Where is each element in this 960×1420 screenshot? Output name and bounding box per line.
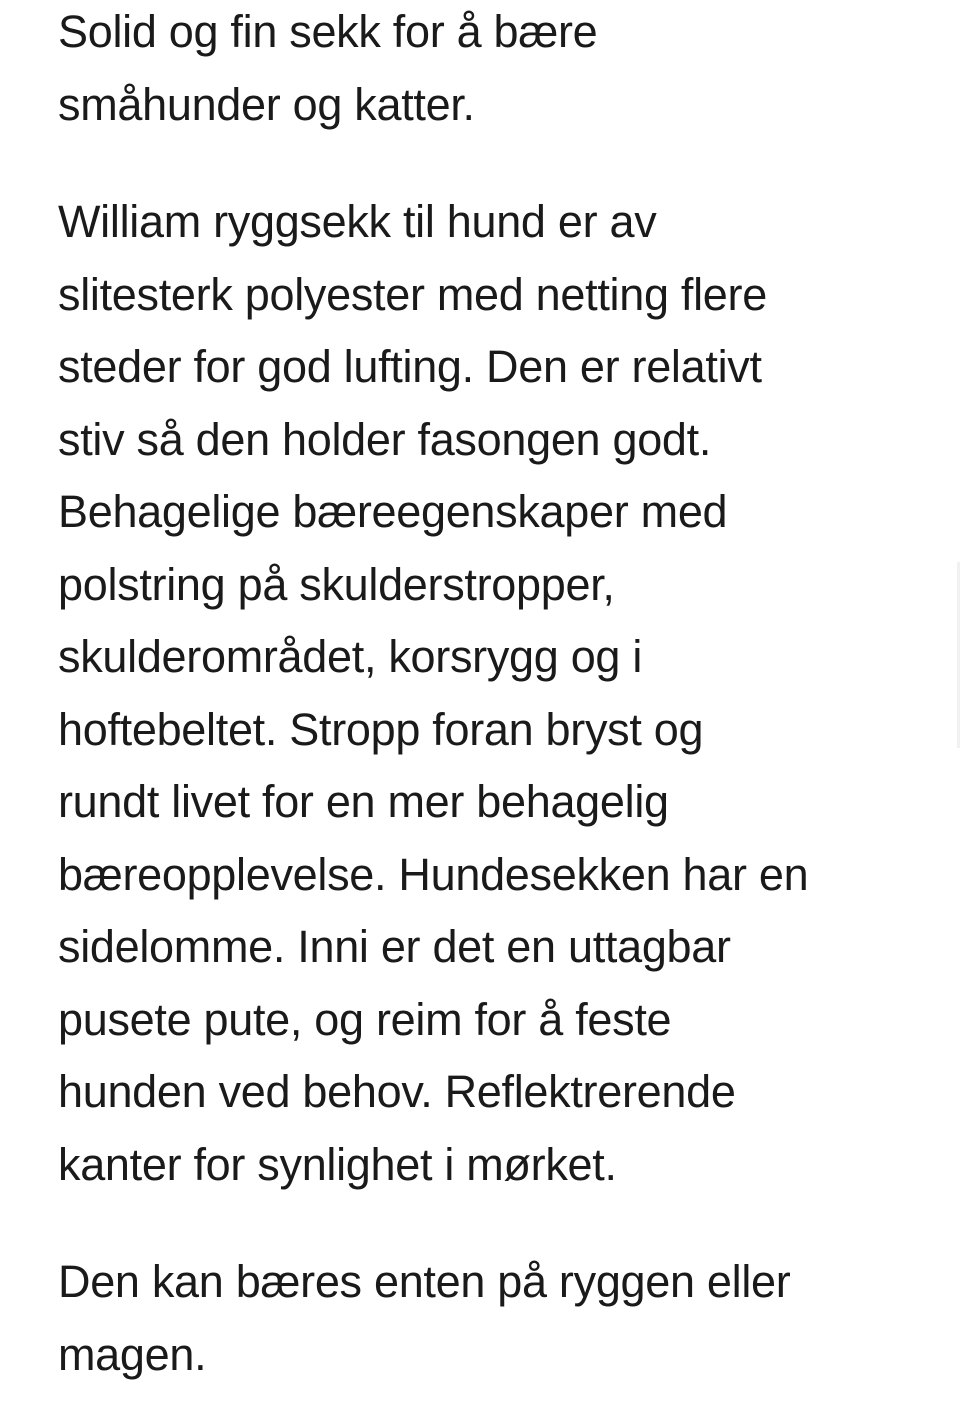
description-paragraph-details: William ryggsekk til hund er av slitesterk polyester med netting flere steder for god lufting. Den er relativt stiv så den holder fasongen godt. Behagelige bæreegenskaper med polstring på skulderstropper, skulderområdet, korsrygg og i hoftebeltet. Stropp foran bryst og rundt livet for en mer behagelig bæreopplevelse. Hundesekken har en sidelomme. Inni er det en uttagbar pusete pute, og reim for å feste hunden ved behov. Reflektrerende kanter for synlighet i mørket. [58,196,809,1190]
description-paragraph-intro: Solid og fin sekk for å bære småhunder og katter. [58,6,598,130]
product-description [58,0,938,1391]
description-paragraph-carry-options: Den kan bæres enten på ryggen eller magen. [58,1256,791,1380]
